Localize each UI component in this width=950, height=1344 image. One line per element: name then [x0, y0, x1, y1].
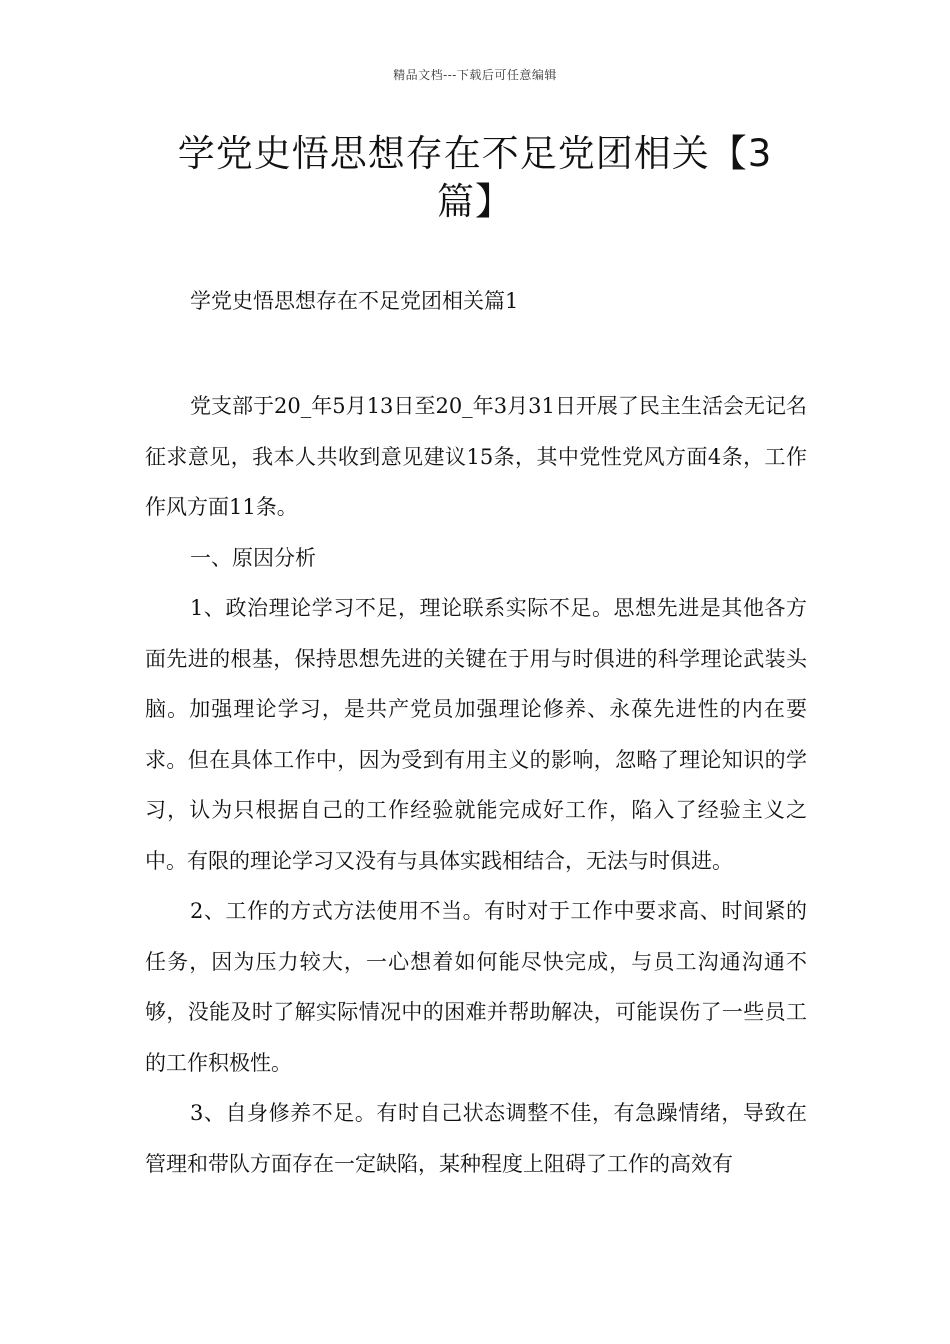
- paragraph-point-3: 3、自身修养不足。有时自己状态调整不佳，有急躁情绪，导致在管理和带队方面存在一定缺陷，某种程度上阻碍了工作的高效有: [145, 1101, 807, 1176]
- section-subtitle: 学党史悟思想存在不足党团相关篇1: [190, 289, 519, 313]
- paragraph-point-1: 1、政治理论学习不足，理论联系实际不足。思想先进是其他各方面先进的根基，保持思想先进的关键在于用与时俱进的科学理论武装头脑。加强理论学习，是共产党员加强理论修养、永葆先进性的内在要求。但在具体工作中，因为受到有用主义的影响，忽略了理论知识的学习，认为只根据自己的工作经验就能完成好工作，陷入了经验主义之中。有限的理论学习又没有与具体实践相结合，无法与时俱进。: [145, 596, 807, 873]
- section-heading: 一、原因分析: [190, 545, 316, 570]
- paragraph-point-2: 2、工作的方式方法使用不当。有时对于工作中要求高、时间紧的任务，因为压力较大，一心想着如何能尽快完成，与员工沟通沟通不够，没能及时了解实际情况中的困难并帮助解决，可能误伤了一些员工的工作积极性。: [145, 899, 807, 1075]
- document-body: [145, 381, 807, 1189]
- header-note: 精品文档---下载后可任意编辑: [393, 68, 557, 82]
- document-title: 学党史悟思想存在不足党团相关【3篇】: [177, 132, 773, 223]
- paragraph-intro: 党支部于20_年5月13日至20_年3月31日开展了民主生活会无记名征求意见，我本人共收到意见建议15条，其中党性党风方面4条，工作作风方面11条。: [145, 394, 807, 519]
